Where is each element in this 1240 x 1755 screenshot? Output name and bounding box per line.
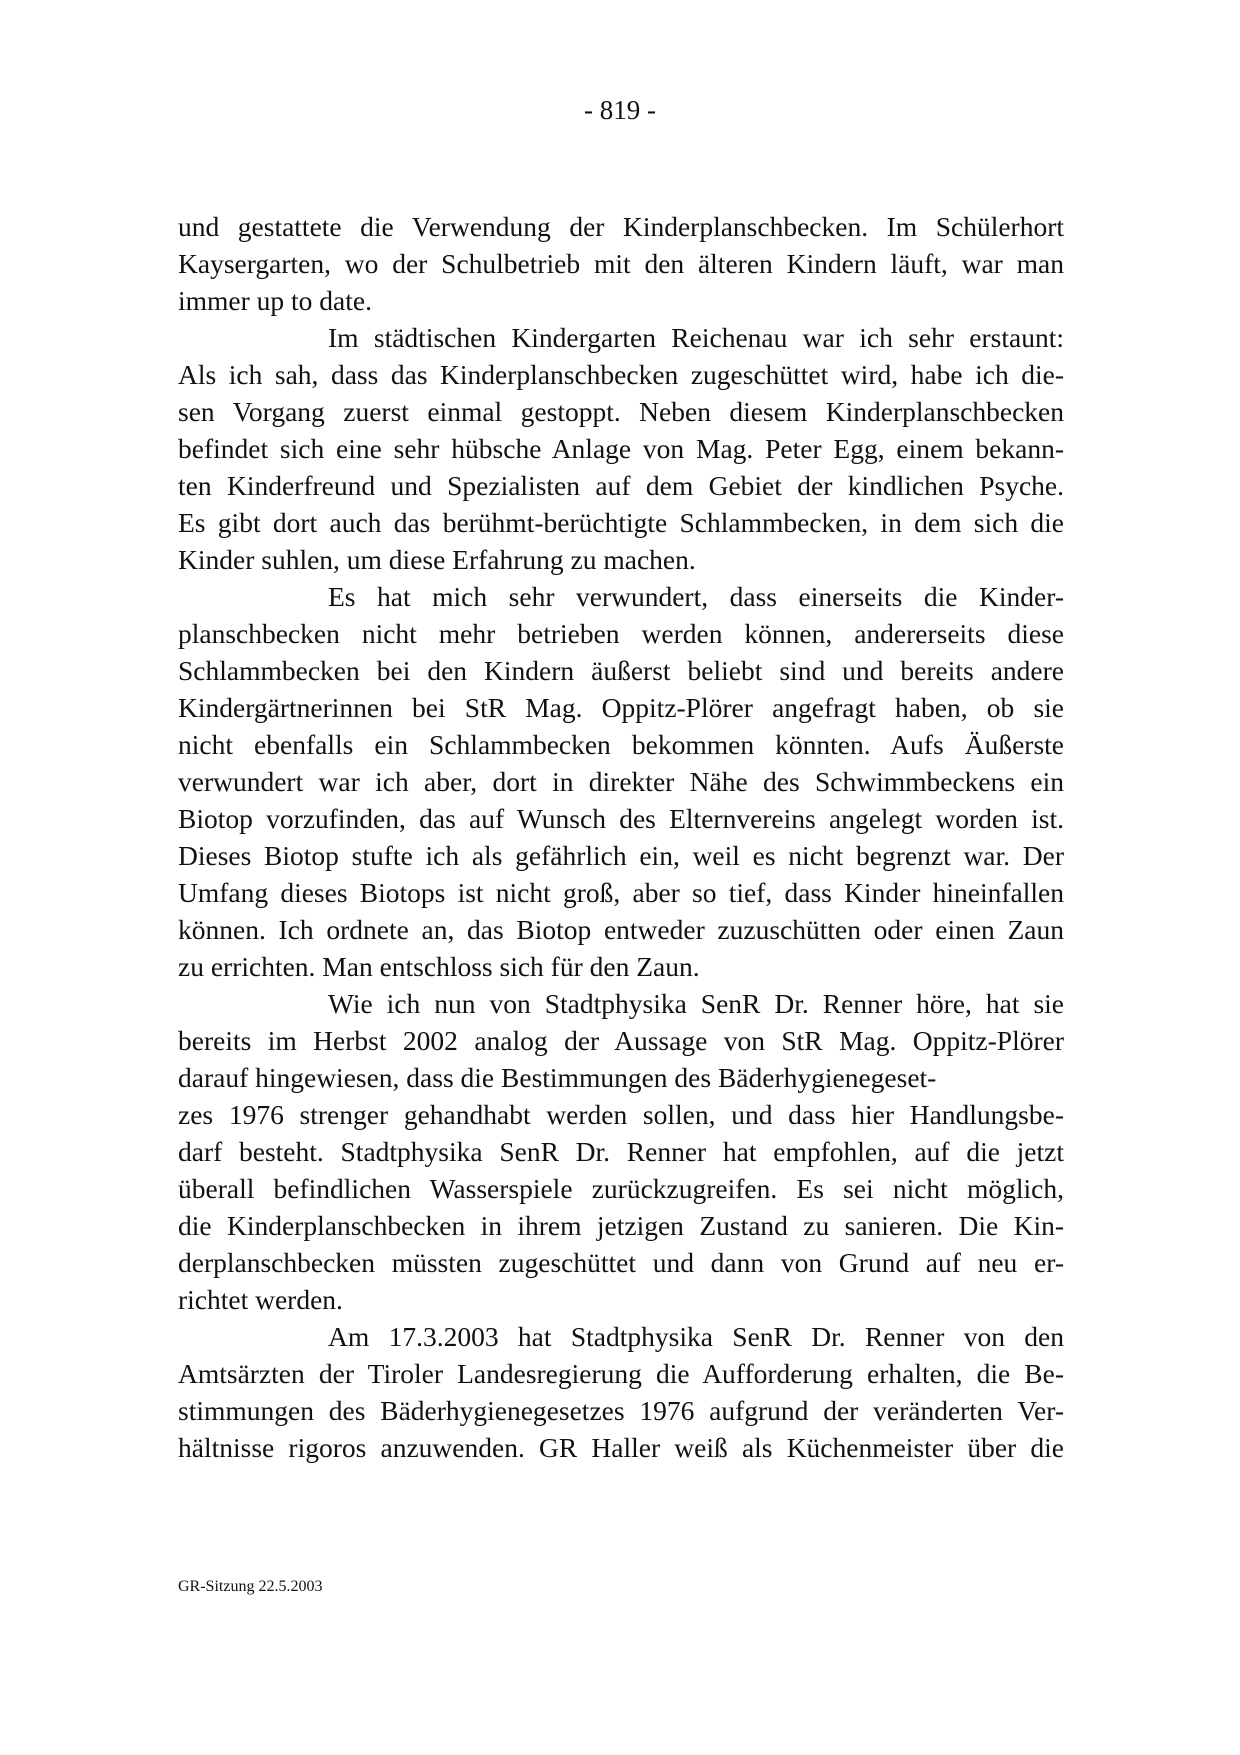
text-line: darauf hingewiesen, dass die Bestimmungen des Bäderhygienegeset- [178,1062,937,1093]
text-line: hältnisse rigoros anzuwenden. GR Haller weiß als Küchenmeister über die [178,1432,1064,1463]
text-line: Kinder suhlen, um diese Erfahrung zu machen. [178,544,696,575]
text-line: befindet sich eine sehr hübsche Anlage von Mag. Peter Egg, einem bekann- [178,433,1064,464]
text-line: nicht ebenfalls ein Schlammbecken bekommen könnten. Aufs Äußerste [178,729,1064,760]
text-line: Kaysergarten, wo der Schulbetrieb mit den älteren Kindern läuft, war man [178,248,1064,279]
text-line: Schlammbecken bei den Kindern äußerst beliebt sind und bereits andere [178,655,1064,686]
text-line: Am 17.3.2003 hat Stadtphysika SenR Dr. Renner von den [328,1321,1064,1352]
text-line: verwundert war ich aber, dort in direkter Nähe des Schwimmbeckens ein [178,766,1064,797]
text-line: Wie ich nun von Stadtphysika SenR Dr. Renner höre, hat sie [328,988,1064,1019]
text-line: können. Ich ordnete an, das Biotop entweder zuzuschütten oder einen Zaun [178,914,1064,945]
text-line: überall befindlichen Wasserspiele zurückzugreifen. Es sei nicht möglich, [178,1173,1064,1204]
text-line: Im städtischen Kindergarten Reichenau war ich sehr erstaunt: [328,322,1064,353]
text-line: Dieses Biotop stufte ich als gefährlich ein, weil es nicht begrenzt war. Der [178,840,1064,871]
text-line: Umfang dieses Biotops ist nicht groß, aber so tief, dass Kinder hineinfallen [178,877,1064,908]
text-line: derplanschbecken müssten zugeschüttet und dann von Grund auf neu er- [178,1247,1064,1278]
text-line: Amtsärzten der Tiroler Landesregierung die Aufforderung erhalten, die Be- [178,1358,1064,1389]
text-line: die Kinderplanschbecken in ihrem jetzigen Zustand zu sanieren. Die Kin- [178,1210,1064,1241]
text-line: Als ich sah, dass das Kinderplanschbecken zugeschüttet wird, habe ich die- [178,359,1064,390]
text-line: richtet werden. [178,1284,343,1315]
text-line: Es gibt dort auch das berühmt-berüchtigte Schlammbecken, in dem sich die [178,507,1064,538]
text-line: immer up to date. [178,285,372,316]
footer-session-date: GR-Sitzung 22.5.2003 [178,1578,323,1595]
text-line: ten Kinderfreund und Spezialisten auf dem Gebiet der kindlichen Psyche. [178,470,1064,501]
text-line: zes 1976 strenger gehandhabt werden sollen, und dass hier Handlungsbe- [178,1099,1064,1130]
text-line: planschbecken nicht mehr betrieben werden können, andererseits diese [178,618,1064,649]
text-line: bereits im Herbst 2002 analog der Aussage von StR Mag. Oppitz-Plörer [178,1025,1064,1056]
text-line: Kindergärtnerinnen bei StR Mag. Oppitz-Plörer angefragt haben, ob sie [178,692,1064,723]
text-line: zu errichten. Man entschloss sich für den Zaun. [178,951,700,982]
text-line: Es hat mich sehr verwundert, dass einerseits die Kinder- [328,581,1064,612]
page-number: - 819 - [584,95,656,125]
text-line: darf besteht. Stadtphysika SenR Dr. Renner hat empfohlen, auf die jetzt [178,1136,1064,1167]
body-text [178,208,1064,1466]
text-line: und gestattete die Verwendung der Kinderplanschbecken. Im Schülerhort [178,211,1064,242]
text-line: sen Vorgang zuerst einmal gestoppt. Neben diesem Kinderplanschbecken [178,396,1064,427]
text-line: stimmungen des Bäderhygienegesetzes 1976 aufgrund der veränderten Ver- [178,1395,1064,1426]
text-line: Biotop vorzufinden, das auf Wunsch des Elternvereins angelegt worden ist. [178,803,1064,834]
